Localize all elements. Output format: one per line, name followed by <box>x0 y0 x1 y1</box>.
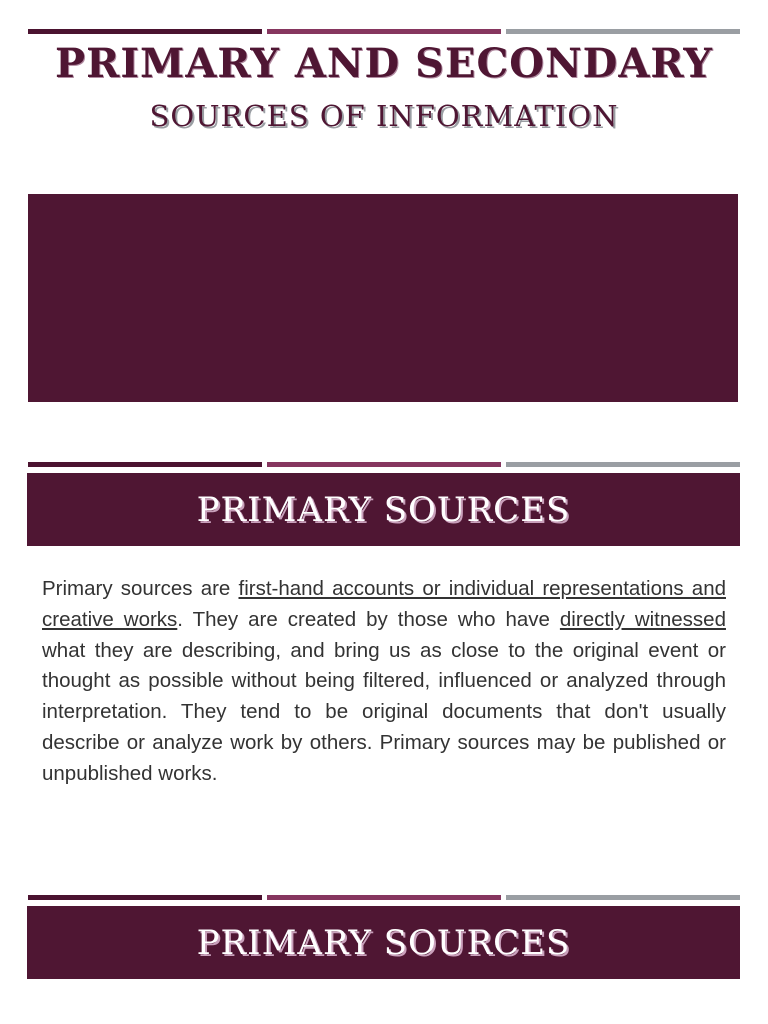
divider-bar-dark <box>28 462 262 467</box>
text: what they are describing, and bring us as close to the original event or thought as possible without being filtered, influenced or analyzed through interpretation. They tend to be original documents that don't usually describe or analyze work by others. Primary sources may be published or unpublished works. <box>42 638 726 785</box>
text: Primary sources are <box>42 577 239 600</box>
section-header <box>27 473 740 546</box>
divider-bar-dark <box>28 29 262 34</box>
page-subtitle: SOURCES OF INFORMATION <box>149 99 619 133</box>
underlined-text: first-hand accounts or individual representations and creative works <box>42 577 726 631</box>
divider-bar-gray <box>506 29 740 34</box>
divider-bar-plum <box>267 29 501 34</box>
title-image-block <box>28 194 738 402</box>
section-heading: PRIMARY SOURCES <box>196 922 571 963</box>
divider-bars <box>28 462 740 467</box>
divider-bar-gray <box>506 895 740 900</box>
text: . They are created by those who have <box>177 607 560 631</box>
divider-bar-plum <box>267 895 501 900</box>
divider-bars <box>28 895 740 900</box>
section-header <box>27 906 740 979</box>
section-heading: PRIMARY SOURCES <box>196 489 571 530</box>
divider-bar-dark <box>28 895 262 900</box>
divider-bar-plum <box>267 462 501 467</box>
divider-bars <box>28 29 740 34</box>
underlined-text: directly witnessed <box>559 607 726 631</box>
page-title: PRIMARY AND SECONDARY <box>55 40 713 87</box>
divider-bar-gray <box>506 462 740 467</box>
primary-sources-paragraph <box>42 574 726 790</box>
